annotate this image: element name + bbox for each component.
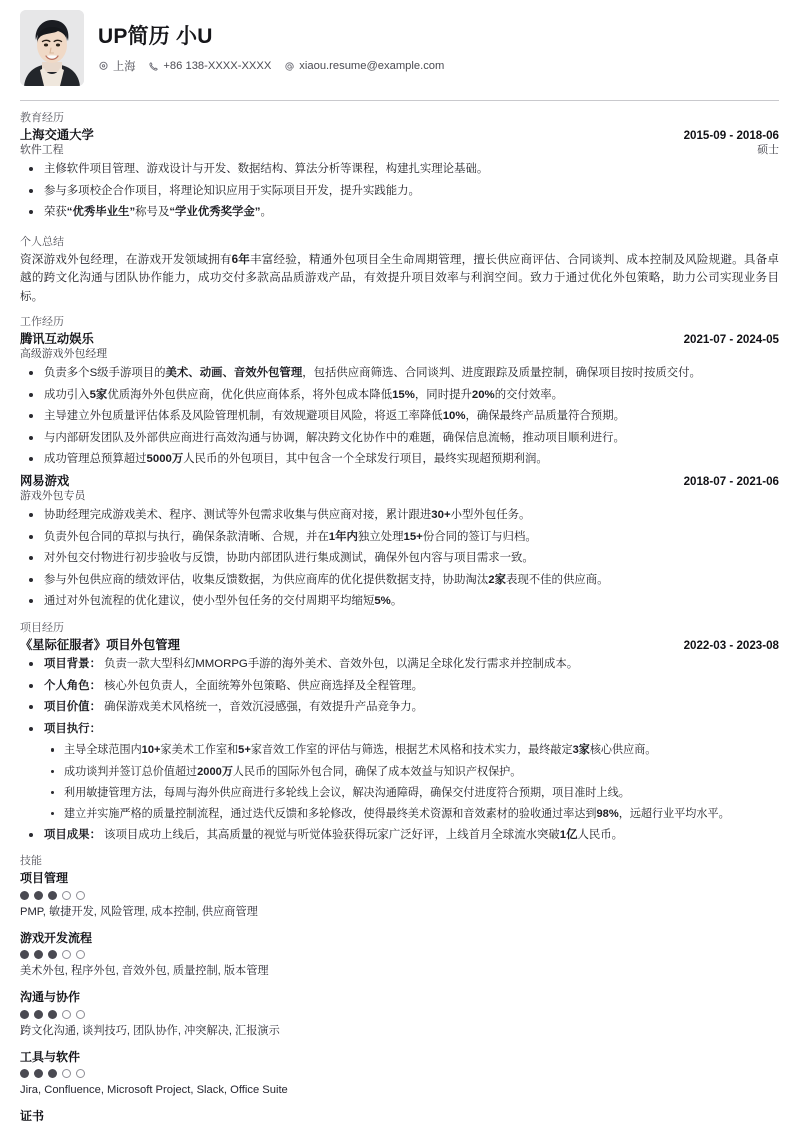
text-run: 荣获	[44, 206, 67, 219]
summary-text	[20, 251, 779, 307]
text-run: ，确保最终产品质量符合预期。	[465, 410, 625, 423]
text-run: 家音效工作室的评估与筛选，根据艺术风格和技术实力，最终敲定	[250, 744, 573, 757]
work-entry	[20, 473, 779, 610]
text-run: 核心供应商。	[589, 744, 657, 757]
skill-level-dots	[20, 891, 779, 900]
skill-dot-empty	[62, 1069, 71, 1078]
emphasis-text: 项目背景：	[44, 658, 101, 671]
skill-dot-filled	[20, 1010, 29, 1019]
bullet-item	[20, 678, 779, 695]
bullet-item	[20, 183, 779, 200]
skill-level-dots	[20, 1069, 779, 1078]
emphasis-text: 项目成果：	[44, 828, 101, 841]
education-degree: 硕士	[757, 144, 779, 157]
text-run: 人民币的外包项目，其中包含一个全球发行项目，最终实现超预期利润。	[183, 453, 548, 466]
project-bullets	[20, 656, 779, 843]
skill-dot-empty	[76, 891, 85, 900]
text-run: 小型外包任务。	[450, 509, 531, 522]
text-run: 优质海外外包供应商，优化供应商体系，将外包成本降低	[107, 388, 393, 401]
text-run: 成功引入	[44, 388, 90, 401]
text-run: 的交付效率。	[494, 388, 564, 401]
skill-name: 游戏开发流程	[20, 930, 93, 945]
contact-location-text: 上海	[113, 61, 136, 74]
contact-list	[98, 58, 452, 74]
work-bullets	[20, 507, 779, 610]
sub-bullet-item	[44, 806, 779, 822]
section-certificates	[20, 1108, 779, 1125]
skill-dot-filled	[34, 1010, 43, 1019]
text-run: 成功谈判并签订总价值超过	[64, 765, 198, 778]
emphasis-text: 5000万	[146, 453, 184, 466]
skill-dot-filled	[20, 1069, 29, 1078]
emphasis-text: 5%	[374, 595, 391, 608]
work-role: 游戏外包专员	[20, 490, 86, 503]
emphasis-text: 15%	[392, 388, 415, 401]
header-divider	[20, 100, 779, 101]
emphasis-text: 项目执行：	[44, 722, 101, 735]
section-label-certificates: 证书	[20, 1109, 45, 1124]
text-run: ，包括供应商筛选、合同谈判、进度跟踪及质量控制，确保项目按时按质交付。	[302, 367, 701, 380]
skill-dot-empty	[76, 1010, 85, 1019]
skill-dot-filled	[48, 950, 57, 959]
section-work	[20, 315, 779, 610]
skill-item	[20, 989, 779, 1039]
emphasis-text: 项目价值：	[44, 701, 101, 714]
skill-item	[20, 870, 779, 920]
bullet-item	[20, 204, 779, 221]
phone-icon	[148, 61, 159, 72]
bullet-item	[20, 721, 779, 822]
section-label-summary: 个人总结	[20, 235, 64, 248]
text-run: 通过对外包流程的优化建议，使小型外包任务的交付周期平均缩短	[44, 595, 375, 608]
skill-detail: Jira, Confluence, Microsoft Project, Slack, Office Suite	[20, 1084, 288, 1097]
work-date: 2018-07 - 2021-06	[683, 474, 779, 488]
avatar	[20, 10, 84, 86]
skill-detail: 美术外包, 程序外包, 音效外包, 质量控制, 版本管理	[20, 965, 269, 978]
text-run: 主修软件项目管理、游戏设计与开发、数据结构、算法分析等课程，构建扎实理论基础。	[44, 163, 489, 176]
bullet-item	[20, 451, 779, 468]
work-company: 腾讯互动娱乐	[20, 331, 94, 346]
text-run: 负责外包合同的草拟与执行，确保条款清晰、合规，并在	[44, 530, 329, 543]
skill-detail: 跨文化沟通, 谈判技巧, 团队协作, 冲突解决, 汇报演示	[20, 1024, 280, 1037]
bullet-item	[20, 593, 779, 610]
text-run: 负责一款大型科幻MMORPG手游的海外美术、音效外包，以满足全球化发行需求并控制成本。	[100, 658, 579, 671]
contact-email	[284, 60, 444, 72]
section-education	[20, 111, 779, 221]
skill-name: 沟通与协作	[20, 990, 81, 1005]
text-run: 资深游戏外包经理，在游戏开发领域拥有	[20, 252, 232, 266]
work-entry	[20, 331, 779, 468]
skill-dot-empty	[76, 1069, 85, 1078]
contact-location	[98, 58, 135, 74]
location-pin-icon	[98, 61, 109, 72]
skill-name: 项目管理	[20, 871, 69, 886]
bullet-item	[20, 387, 779, 404]
emphasis-text: 10+	[141, 744, 161, 757]
text-run: 。	[390, 595, 403, 608]
skill-dot-filled	[34, 950, 43, 959]
emphasis-text: 15+	[403, 530, 423, 543]
text-run: 主导建立外包质量评估体系及风险管理机制，有效规避项目风险，将返工率降低	[44, 410, 443, 423]
at-email-icon	[284, 61, 295, 72]
sub-bullet-item	[44, 785, 779, 801]
skill-item	[20, 930, 779, 980]
emphasis-text: 5家	[89, 388, 108, 401]
project-date: 2022-03 - 2023-08	[683, 638, 779, 652]
candidate-name: UP简历 小U	[98, 24, 213, 48]
emphasis-text: 1亿	[559, 828, 578, 841]
text-run: 建立并实施严格的质量控制流程，通过迭代反馈和多轮修改，使得最终美术资源和音效素材的验收通过率达到	[64, 807, 597, 820]
text-run: 参与多项校企合作项目，将理论知识应用于实际项目开发，提升实践能力。	[44, 184, 420, 197]
text-run: 协助经理完成游戏美术、程序、测试等外包需求收集与供应商对接，累计跟进	[44, 509, 432, 522]
emphasis-text: 10%	[442, 410, 466, 423]
work-role: 高级游戏外包经理	[20, 348, 108, 361]
text-run: 对外包交付物进行初步验收与反馈，协助内部团队进行集成测试，确保外包内容与项目需求一致。	[44, 552, 534, 565]
skill-dot-filled	[34, 891, 43, 900]
text-run: 人民币。	[577, 828, 624, 841]
emphasis-text: 3家	[572, 744, 590, 757]
bullet-item	[20, 827, 779, 844]
text-run: 参与外包供应商的绩效评估，收集反馈数据，为供应商库的优化提供数据支持，协助淘汰	[44, 573, 489, 586]
contact-phone-text: +86 138-XXXX-XXXX	[163, 60, 272, 73]
skill-dot-filled	[48, 1010, 57, 1019]
emphasis-text: “学业优秀奖学金”	[169, 206, 261, 219]
work-company: 网易游戏	[20, 473, 70, 488]
text-run: 与内部研发团队及外部供应商进行高效沟通与协调，解决跨文化协作中的难题，确保信息流畅，推动项目顺利进行。	[44, 431, 625, 444]
text-run: ，远超行业平均水平。	[618, 807, 730, 820]
skill-dot-empty	[62, 1010, 71, 1019]
resume-header	[20, 0, 779, 92]
bullet-item	[20, 507, 779, 524]
emphasis-text: 5+	[238, 744, 251, 757]
project-entry	[20, 637, 779, 844]
work-bullets	[20, 365, 779, 468]
sub-bullet-list	[44, 742, 779, 821]
section-label-skills: 技能	[20, 855, 42, 868]
education-school: 上海交通大学	[20, 127, 94, 142]
skill-list	[20, 870, 779, 1099]
text-run: 家美术工作室和	[160, 744, 239, 757]
text-run: 该项目成功上线后，其高质量的视觉与听觉体验获得玩家广泛好评，上线首月全球流水突破	[100, 828, 560, 841]
skill-dot-filled	[48, 891, 57, 900]
bullet-item	[20, 550, 779, 567]
skill-level-dots	[20, 1010, 779, 1019]
skill-dot-filled	[34, 1069, 43, 1078]
skill-name: 工具与软件	[20, 1049, 81, 1064]
text-run: 成功管理总预算超过	[44, 453, 147, 466]
bullet-item	[20, 365, 779, 382]
emphasis-text: 98%	[596, 807, 619, 820]
skill-dot-empty	[76, 950, 85, 959]
work-entry-list	[20, 331, 779, 610]
text-run: 独立处理	[357, 530, 404, 543]
text-run: 负责多个S级手游项目的	[44, 367, 166, 380]
bullet-item	[20, 699, 779, 716]
bullet-item	[20, 408, 779, 425]
work-date: 2021-07 - 2024-05	[683, 332, 779, 346]
section-label-project: 项目经历	[20, 621, 64, 634]
skill-dot-empty	[62, 950, 71, 959]
skill-item	[20, 1049, 779, 1099]
text-run: 确保游戏美术风格统一，音效沉浸感强，有效提升产品竞争力。	[100, 701, 424, 714]
sub-bullet-item	[44, 742, 779, 758]
bullet-item	[20, 161, 779, 178]
section-skills	[20, 854, 779, 1099]
emphasis-text: “优秀毕业生”	[66, 206, 136, 219]
contact-email-text: xiaou.resume@example.com	[299, 60, 445, 73]
section-label-education: 教育经历	[20, 112, 64, 124]
emphasis-text: 1年内	[328, 530, 358, 543]
text-run: 核心外包负责人，全面统筹外包策略、供应商选择及全程管理。	[100, 679, 424, 692]
skill-dot-filled	[48, 1069, 57, 1078]
skill-dot-empty	[62, 891, 71, 900]
bullet-item	[20, 656, 779, 673]
emphasis-text: 个人角色：	[44, 679, 101, 692]
text-run: 称号及	[135, 206, 170, 219]
text-run: 。	[260, 206, 272, 219]
text-run: 丰富经验，精通外包项目全生命周期管理，擅长供应商评估、合同谈判、成本控制及风险规避。具备卓越的跨文化沟通与团队协作能力，成功交付多款高品质游戏产品，有效提升项目效率与利润空间。致力于通过优化外包策略，助力公司实现业务目标。	[20, 252, 779, 304]
skill-dot-filled	[20, 950, 29, 959]
emphasis-text: 6年	[231, 252, 251, 266]
text-run: 份合同的签订与归档。	[422, 530, 537, 543]
section-summary	[20, 235, 779, 307]
skill-level-dots	[20, 950, 779, 959]
emphasis-text: 2000万	[197, 765, 233, 778]
header-text	[98, 22, 452, 74]
skill-dot-filled	[20, 891, 29, 900]
project-title: 《星际征服者》项目外包管理	[20, 637, 180, 652]
emphasis-text: 美术、动画、音效外包管理	[165, 367, 303, 380]
text-run: 主导全球范围内	[64, 744, 142, 757]
bullet-item	[20, 572, 779, 589]
bullet-item	[20, 430, 779, 447]
contact-phone	[148, 60, 271, 72]
education-date: 2015-09 - 2018-06	[683, 128, 779, 142]
text-run: 利用敏捷管理方法，每周与海外供应商进行多轮线上会议，解决沟通障碍，确保交付进度符合预期，项目准时上线。	[64, 786, 630, 799]
emphasis-text: 20%	[471, 388, 495, 401]
skill-detail: PMP, 敏捷开发, 风险管理, 成本控制, 供应商管理	[20, 905, 258, 918]
bullet-item	[20, 529, 779, 546]
education-entry	[20, 127, 779, 221]
section-label-work: 工作经历	[20, 315, 64, 328]
section-project	[20, 621, 779, 843]
sub-bullet-item	[44, 764, 779, 780]
education-bullets	[20, 161, 779, 221]
text-run: ，同时提升	[414, 388, 472, 401]
education-major: 软件工程	[20, 144, 64, 157]
text-run: 人民币的国际外包合同，确保了成本效益与知识产权保护。	[232, 765, 522, 778]
emphasis-text: 2家	[488, 573, 506, 586]
text-run: 表现不佳的供应商。	[505, 573, 609, 586]
emphasis-text: 30+	[431, 509, 451, 522]
